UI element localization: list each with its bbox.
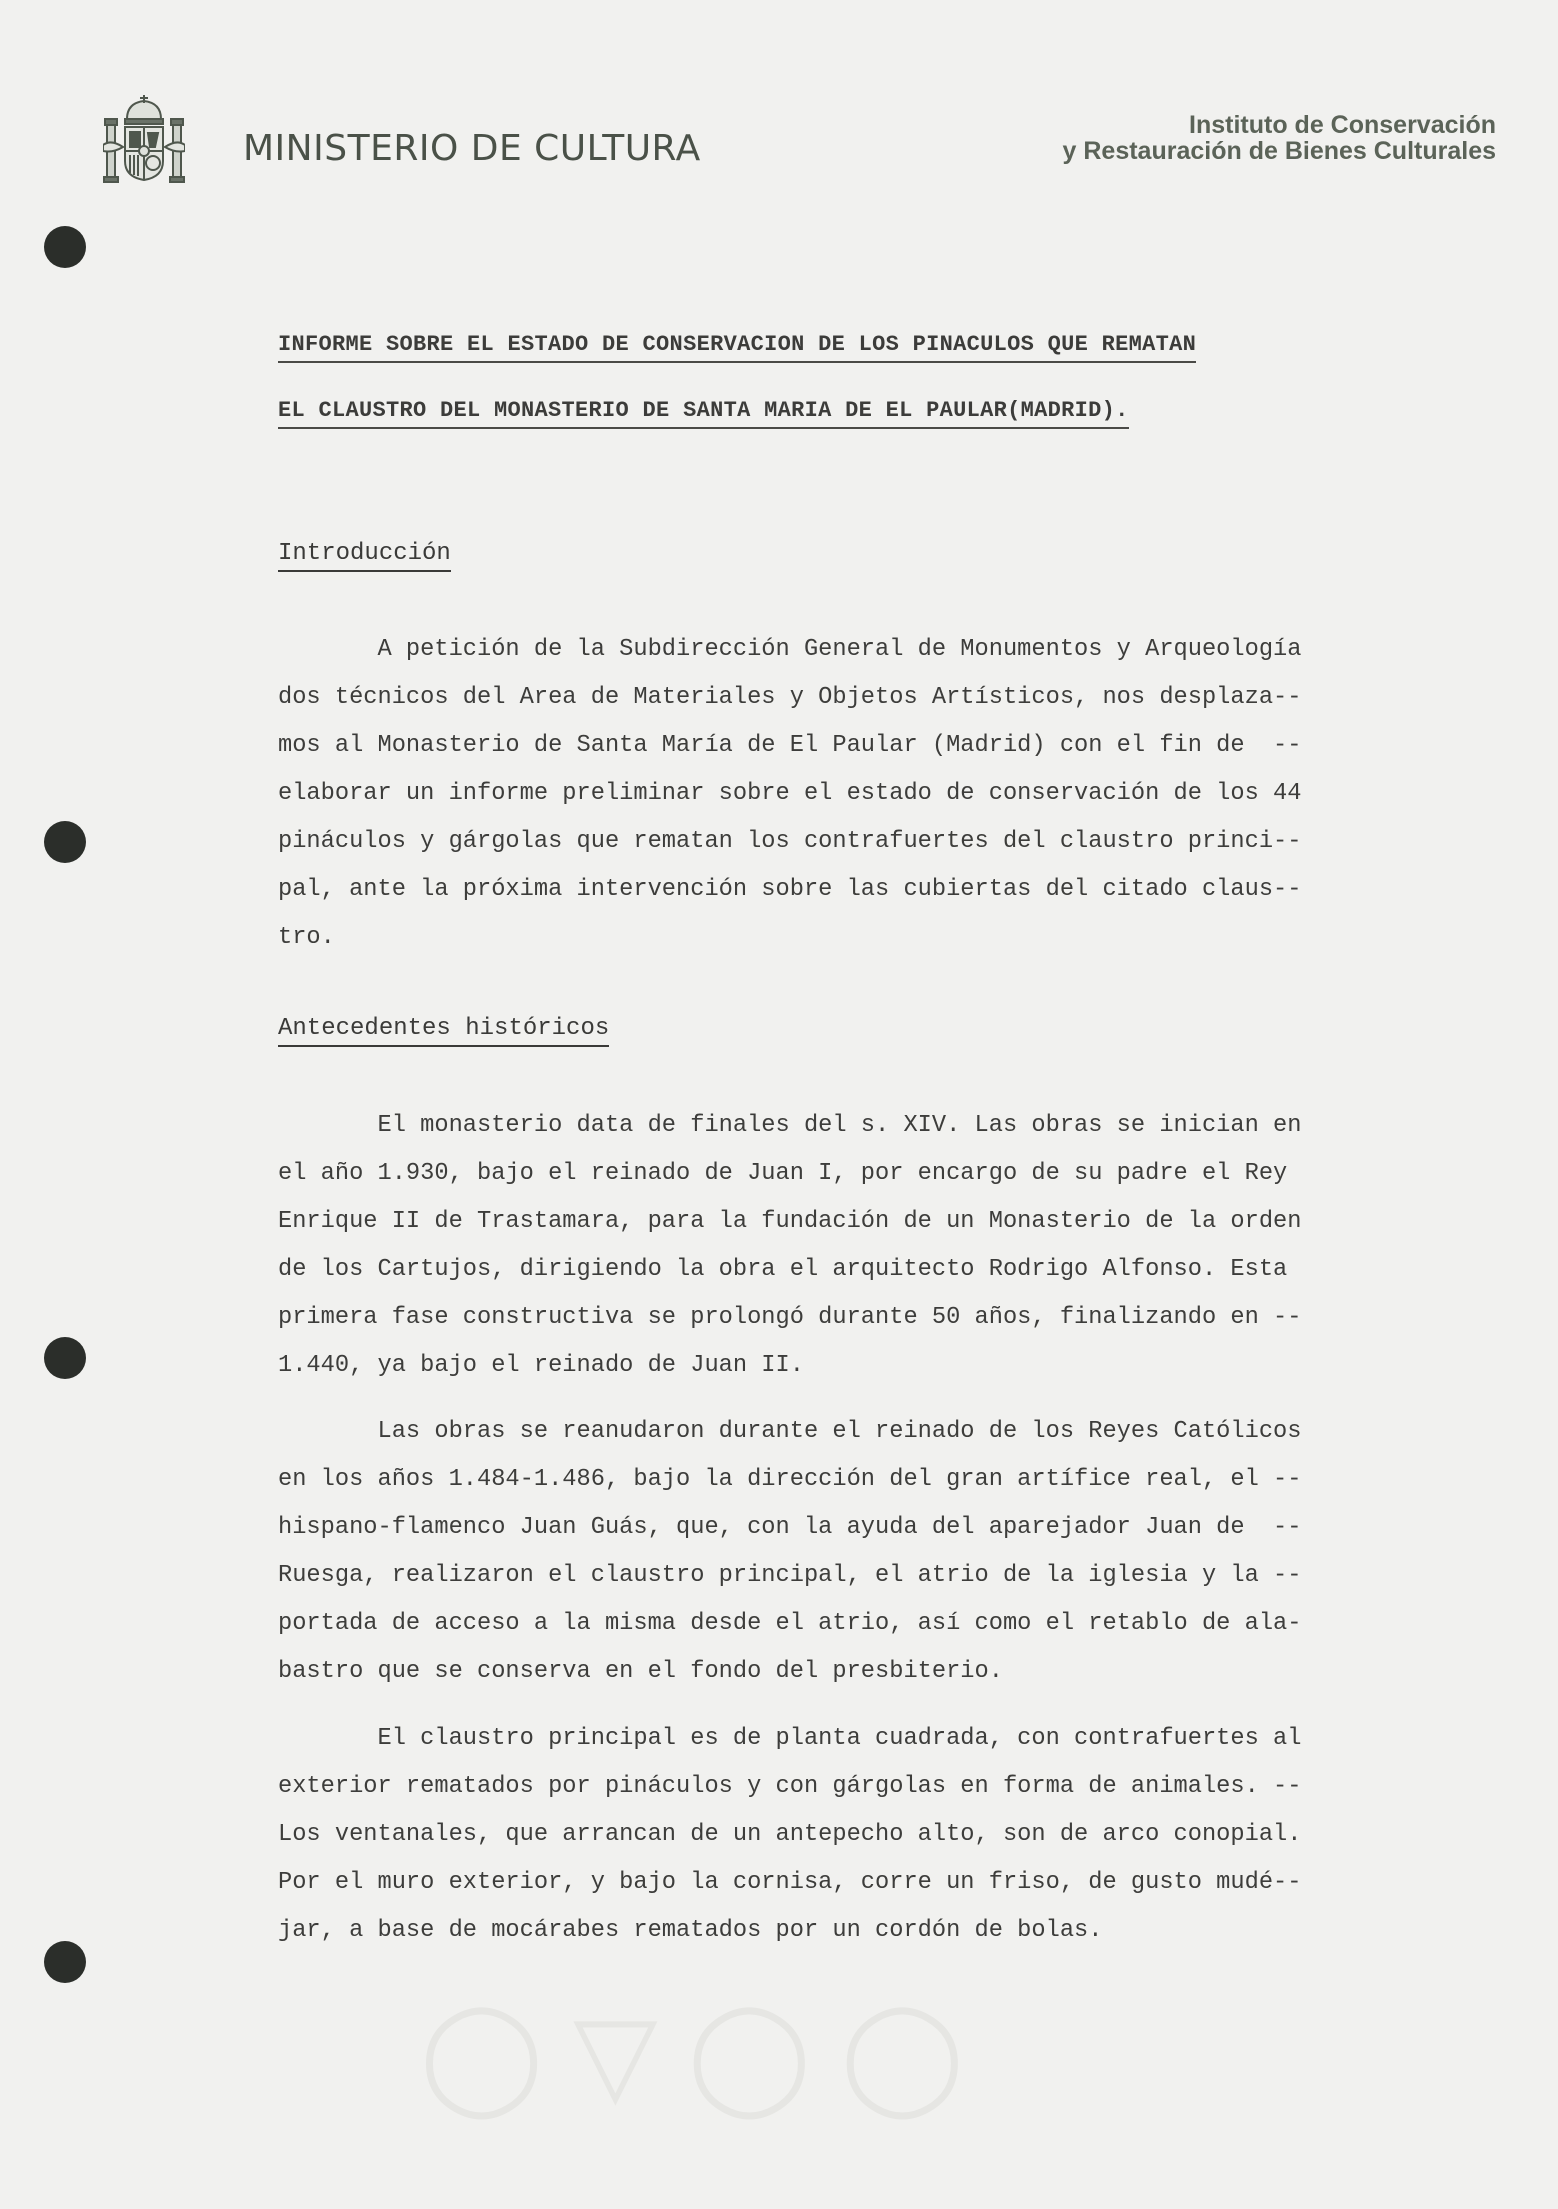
paragraph xyxy=(278,1102,1428,1390)
text-line: pal, ante la próxima intervención sobre las cubiertas del citado claus-- xyxy=(278,876,1302,903)
punch-hole xyxy=(44,821,86,863)
paper-watermark: ◯▽◯◯ xyxy=(420,1990,994,2118)
punch-hole xyxy=(44,226,86,268)
report-title-line-1: INFORME SOBRE EL ESTADO DE CONSERVACION DE LOS PINACULOS QUE REMATAN xyxy=(278,332,1196,363)
ministry-name: MINISTERIO DE CULTURA xyxy=(243,128,701,169)
text-line: El monasterio data de finales del s. XIV. Las obras se inician en xyxy=(278,1112,1302,1139)
institute-name xyxy=(1063,112,1496,164)
institute-line-2: y Restauración de Bienes Culturales xyxy=(1062,137,1496,165)
paragraph xyxy=(278,1715,1428,1955)
text-line: primera fase constructiva se prolongó durante 50 años, finalizando en -- xyxy=(278,1304,1302,1331)
punch-hole xyxy=(44,1941,86,1983)
text-line: el año 1.930, bajo el reinado de Juan I, por encargo de su padre el Rey xyxy=(278,1160,1288,1187)
text-line: hispano-flamenco Juan Guás, que, con la ayuda del aparejador Juan de -- xyxy=(278,1514,1302,1541)
institute-line-1: Instituto de Conservación xyxy=(1189,111,1496,139)
report-title-line-2: EL CLAUSTRO DEL MONASTERIO DE SANTA MARIA DE EL PAULAR(MADRID). xyxy=(278,398,1129,429)
paragraph xyxy=(278,626,1428,962)
text-line: Ruesga, realizaron el claustro principal, el atrio de la iglesia y la -- xyxy=(278,1562,1302,1589)
text-line: tro. xyxy=(278,924,335,951)
section-heading-antecedentes: Antecedentes históricos xyxy=(278,1015,609,1047)
text-line: pináculos y gárgolas que rematan los contrafuertes del claustro princi-- xyxy=(278,828,1302,855)
text-line: exterior rematados por pináculos y con gárgolas en forma de animales. -- xyxy=(278,1773,1302,1800)
text-line: Enrique II de Trastamara, para la fundación de un Monasterio de la orden xyxy=(278,1208,1302,1235)
text-line: mos al Monasterio de Santa María de El Paular (Madrid) con el fin de -- xyxy=(278,732,1302,759)
text-line: A petición de la Subdirección General de Monumentos y Arqueología xyxy=(278,636,1302,663)
text-line: jar, a base de mocárabes rematados por un cordón de bolas. xyxy=(278,1917,1103,1944)
text-line: de los Cartujos, dirigiendo la obra el arquitecto Rodrigo Alfonso. Esta xyxy=(278,1256,1288,1283)
spanish-coat-of-arms-icon xyxy=(103,95,185,183)
text-line: Por el muro exterior, y bajo la cornisa, corre un friso, de gusto mudé-- xyxy=(278,1869,1302,1896)
punch-hole xyxy=(44,1337,86,1379)
text-line: 1.440, ya bajo el reinado de Juan II. xyxy=(278,1352,804,1379)
text-line: El claustro principal es de planta cuadrada, con contrafuertes al xyxy=(278,1725,1302,1752)
text-line: bastro que se conserva en el fondo del presbiterio. xyxy=(278,1658,1003,1685)
text-line: dos técnicos del Area de Materiales y Objetos Artísticos, nos desplaza-- xyxy=(278,684,1302,711)
text-line: elaborar un informe preliminar sobre el estado de conservación de los 44 xyxy=(278,780,1302,807)
text-line: en los años 1.484-1.486, bajo la dirección del gran artífice real, el -- xyxy=(278,1466,1302,1493)
section-heading-introduccion: Introducción xyxy=(278,540,451,572)
paragraph xyxy=(278,1408,1428,1696)
text-line: Los ventanales, que arrancan de un antepecho alto, son de arco conopial. xyxy=(278,1821,1302,1848)
text-line: Las obras se reanudaron durante el reinado de los Reyes Católicos xyxy=(278,1418,1302,1445)
text-line: portada de acceso a la misma desde el atrio, así como el retablo de ala- xyxy=(278,1610,1302,1637)
